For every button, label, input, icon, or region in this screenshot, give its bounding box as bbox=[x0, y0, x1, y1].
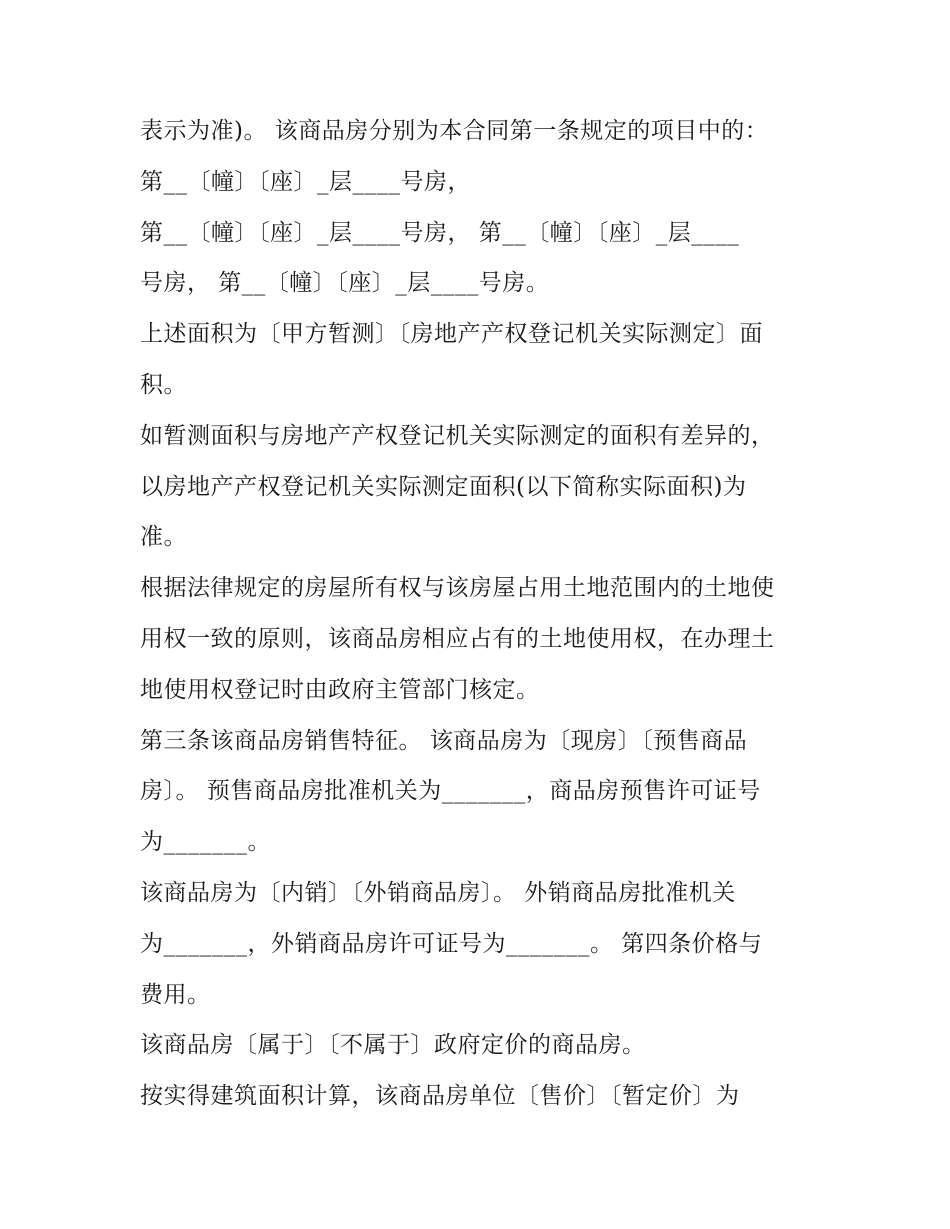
text-line: 用权一致的原则，该商品房相应占有的土地使用权，在办理土 bbox=[140, 625, 775, 652]
text-line: 按实得建筑面积计算，该商品房单位〔售价〕〔暂定价〕为 bbox=[140, 1083, 740, 1110]
text-line: 准。 bbox=[140, 524, 187, 551]
text-line: 积。 bbox=[140, 371, 187, 398]
text-line: 该商品房为〔内销〕〔外销商品房〕。 外销商品房批准机关 bbox=[140, 879, 736, 906]
contract-text-body bbox=[140, 106, 820, 1122]
text-line: 号房， 第__〔幢〕〔座〕_层____号房。 bbox=[140, 270, 550, 297]
text-line: 该商品房〔属于〕〔不属于〕政府定价的商品房。 bbox=[140, 1032, 646, 1059]
text-line: 第__〔幢〕〔座〕_层____号房， bbox=[140, 168, 471, 195]
text-line: 房〕。 预售商品房批准机关为_______，商品房预售许可证号 bbox=[140, 778, 761, 805]
text-line: 为_______，外销商品房许可证号为_______。 第四条价格与 bbox=[140, 930, 763, 957]
text-line: 根据法律规定的房屋所有权与该房屋占用土地范围内的土地使 bbox=[140, 575, 775, 602]
text-line: 如暂测面积与房地产产权登记机关实际测定的面积有差异的， bbox=[140, 422, 775, 449]
text-line: 表示为准)。 该商品房分别为本合同第一条规定的项目中的： bbox=[140, 118, 769, 144]
text-line: 第__〔幢〕〔座〕_层____号房， 第__〔幢〕〔座〕_层____ bbox=[140, 219, 740, 246]
text-line: 地使用权登记时由政府主管部门核定。 bbox=[140, 676, 540, 703]
text-line: 以房地产产权登记机关实际测定面积(以下简称实际面积)为 bbox=[140, 473, 747, 500]
text-line: 费用。 bbox=[140, 981, 211, 1008]
text-line: 为_______。 bbox=[140, 829, 271, 856]
text-line: 第三条该商品房销售特征。 该商品房为〔现房〕〔预售商品 bbox=[140, 727, 748, 754]
text-line: 上述面积为〔甲方暂测〕〔房地产产权登记机关实际测定〕面 bbox=[140, 321, 763, 348]
